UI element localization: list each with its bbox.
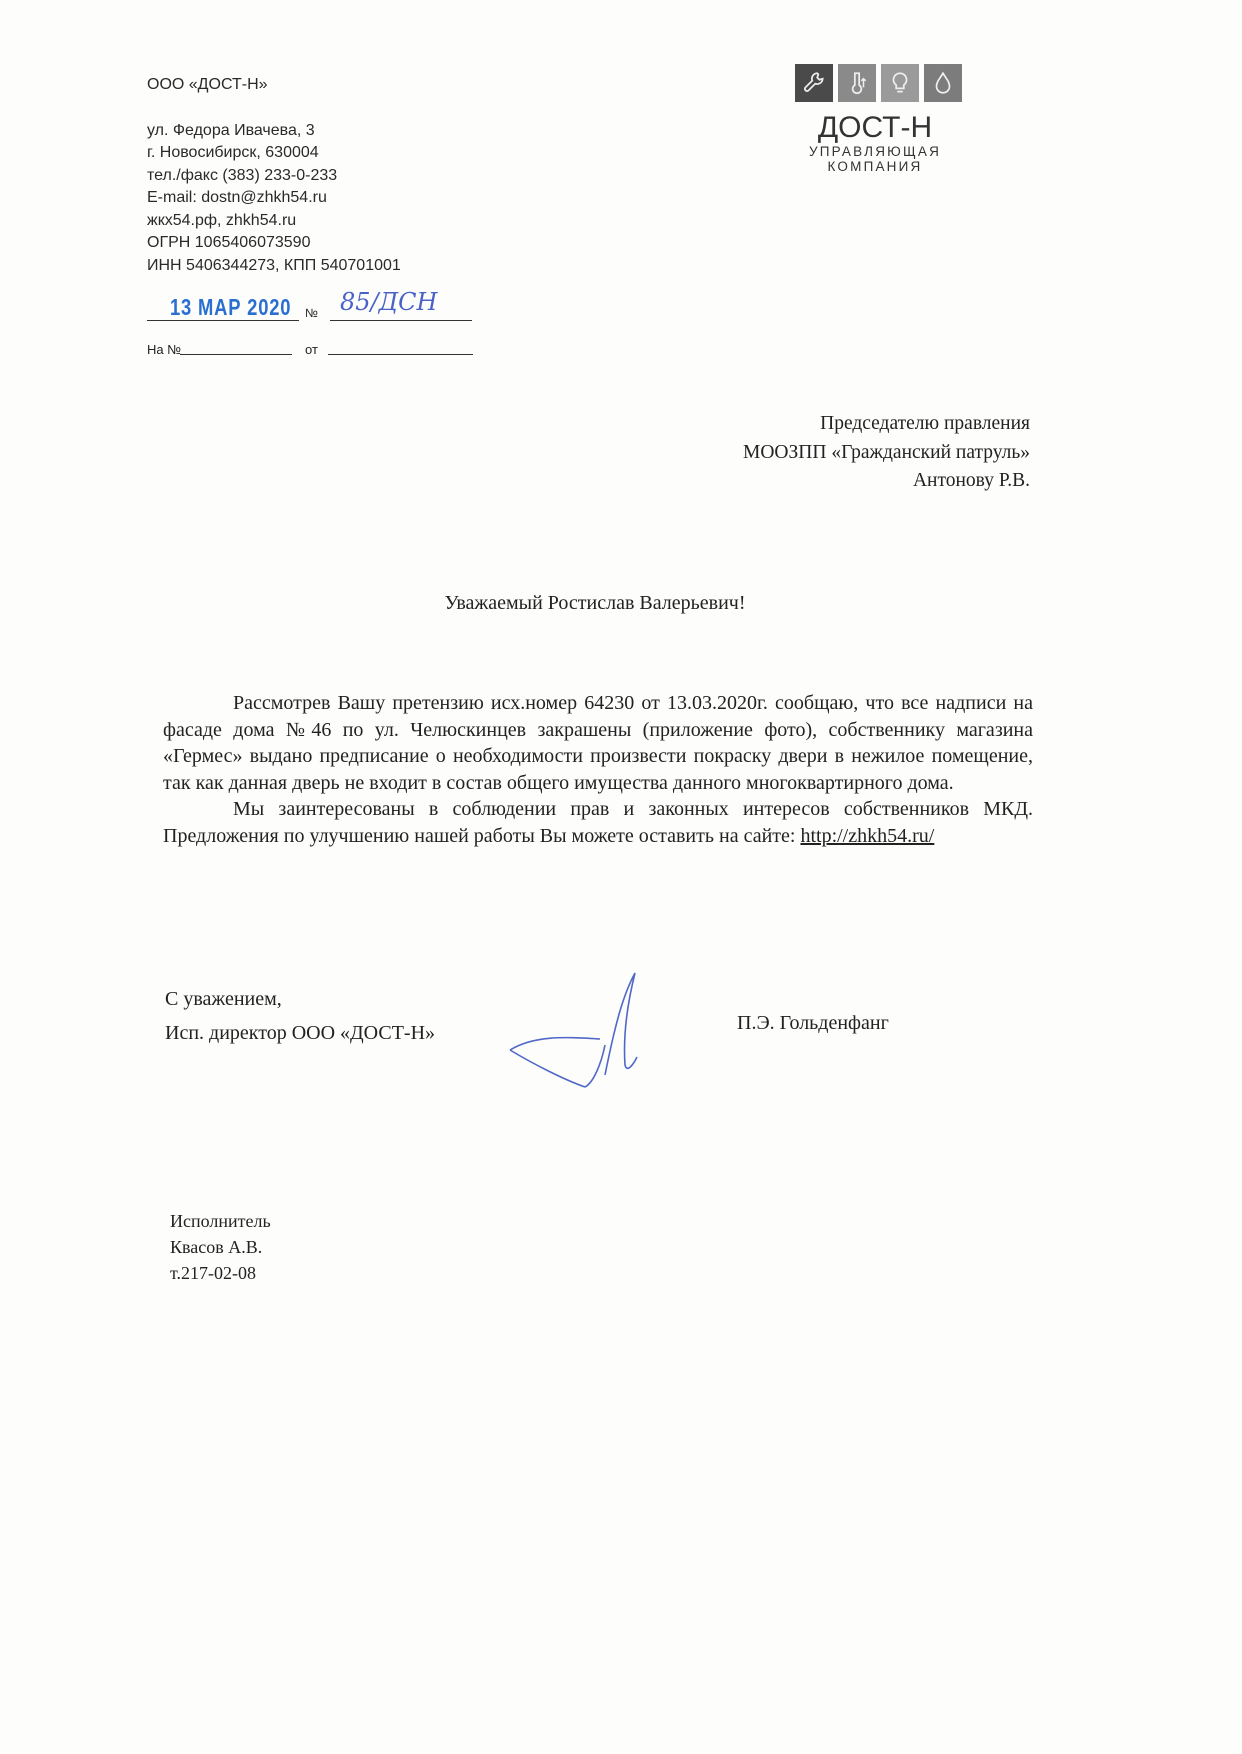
- outgoing-number: 85/ДСН: [340, 288, 438, 316]
- executor: [170, 1208, 271, 1286]
- website-line: жкх54.рф, zhkh54.ru: [147, 211, 297, 229]
- email-line: E-mail: dostn@zhkh54.ru: [147, 189, 327, 206]
- number-label: №: [305, 306, 318, 320]
- closing: [165, 982, 435, 1050]
- letterhead: [147, 74, 401, 277]
- phone-line: тел./факс (383) 233-0-233: [147, 166, 338, 184]
- signature: [505, 965, 655, 1095]
- brand-subtitle: УПРАВЛЯЮЩАЯ КОМПАНИЯ: [808, 144, 942, 174]
- company-name: ООО «ДОСТ-Н»: [147, 76, 268, 93]
- body-paragraph-2: [163, 796, 1033, 849]
- closing-salutation: С уважением,: [165, 988, 282, 1010]
- company-logo-icons: [795, 64, 962, 102]
- addressee-organization: МООЗПП «Гражданский патруль»: [743, 441, 1030, 463]
- addressee-position: Председателю правления: [820, 413, 1030, 434]
- executor-phone: т.217-02-08: [170, 1263, 257, 1283]
- address-line: ул. Федора Ивачева, 3: [147, 121, 315, 139]
- brand: [760, 112, 990, 174]
- paragraph-text: Мы заинтересованы в соблюдении прав и законных интересов собственников МКД. Предложения по улучшению нашей работы Вы можете оставить на сайте:: [163, 798, 1033, 847]
- wrench-icon: [795, 64, 833, 102]
- executor-label: Исполнитель: [170, 1211, 271, 1231]
- ogrn-line: ОГРН 1065406073590: [147, 234, 311, 251]
- brand-title: ДОСТ-Н: [817, 111, 933, 144]
- website-link[interactable]: http://zhkh54.ru/: [800, 824, 935, 847]
- date-stamp: 13 МАР 2020: [170, 294, 292, 320]
- inn-line: ИНН 5406344273, КПП 540701001: [147, 256, 401, 274]
- city-line: г. Новосибирск, 630004: [147, 144, 319, 161]
- from-label: от: [305, 342, 318, 357]
- thermometer-icon: [838, 64, 876, 102]
- body-paragraph: Рассмотрев Вашу претензию исх.номер 64230 от 13.03.2020г. сообщаю, что все надписи на фасаде дома №46 по ул. Челюскинцев закрашены (приложение фото), собственнику магазина «Гермес» выдано предписание о необходимости произвести покраску двери в нежилое помещение, так как данная дверь не входит в состав общего имущества данного многоквартирного дома.: [163, 692, 1033, 794]
- lightbulb-icon: [881, 64, 919, 102]
- signer-title: Исп. директор ООО «ДОСТ-Н»: [165, 1022, 436, 1044]
- addressee-name: Антонову Р.В.: [912, 470, 1030, 491]
- addressee: [743, 410, 1030, 496]
- water-drop-icon: [924, 64, 962, 102]
- executor-name: Квасов А.В.: [170, 1237, 263, 1257]
- signer-name: П.Э. Гольденфанг: [737, 1012, 889, 1034]
- greeting: Уважаемый Ростислав Валерьевич!: [444, 592, 746, 614]
- letter-body: [163, 690, 1033, 849]
- reply-label: На №: [147, 342, 182, 357]
